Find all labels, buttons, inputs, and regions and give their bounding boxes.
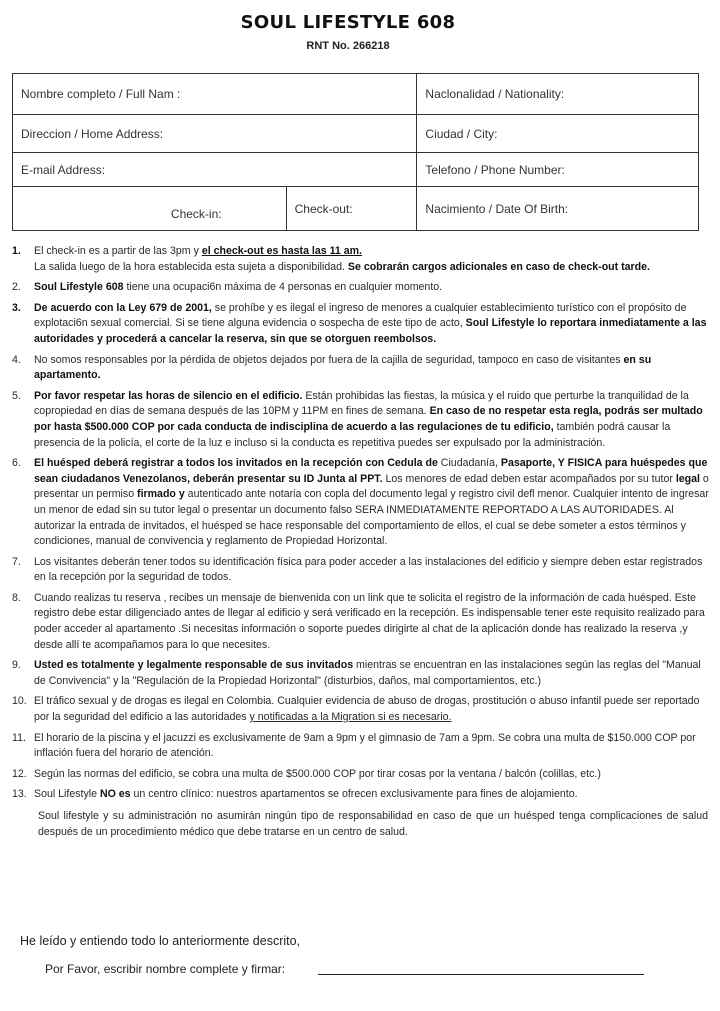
rule-item (12, 767, 714, 783)
acknowledgement-text: He leído y entiendo todo lo anteriormente descrito, (20, 934, 301, 948)
rule-item (12, 353, 714, 384)
rule-number: 11. (12, 731, 26, 744)
rule-text: Por favor respetar las horas de silencio en el edificio. Están prohibidas las fiestas, la música y el ruido que perturbe la tranquilidad de la copropiedad en días de semana después de las 10PM y 11PM en fines de semana. En caso de no respetar esta regla, podrás ser multado por hasta $500.000 COP por cada conducta de indisciplina de acuerdo a las regulaciones de tu edificio, también podrá causar la presencia de la policía, el corte de la luz e incluso si la conducta es repetitiva puedes ser expulsado por la administración. (34, 389, 703, 449)
rule-item (12, 389, 714, 451)
rule-text: El huésped deberá registrar a todos los invitados en la recepción con Cedula de Ciudadanía, Pasaporte, Y FISICA para huéspedes que sean ciudadanos Venezolanos, deberán presentar su ID Junta al PPT. Los menores de edad deben estar acompañados por su tutor legal o presentar un permiso firmado y autenticado ante notaria con copla del documento legal y registro civil defl menor. Cualquier intento de ingresar un menor de edad sin su tutor legal o presentar un documento falso SERA INMEDIATAMENTE REPORTADO A LAS AUTORIDADES. Al autorizar la entrada de invitados, el huésped se hace responsable del comportamiento de ellos, el cual se debe someter a estos términos y condiciones, manual de convivencia y reglamento de Propiedad Horizontal. (34, 457, 709, 548)
rule-item (12, 658, 714, 689)
rule-text: El horario de la piscina y el jacuzzi es exclusivamente de 9am a 9pm y el gimnasio de 7am a 9pm. Se cobra una multa de $150.000 COP por inflación fuera del horario de atención. (34, 731, 696, 760)
document-title: SOUL LIFESTYLE 608 (240, 12, 456, 33)
rule-text: El check-in es a partir de las 3pm y el check-out es hasta las 11 am. La salida luego de la hora establecida esta sujeta a disponibilidad. Se cobrarán cargos adicionales en caso de check-out tarde. (34, 245, 650, 273)
rule-number: 9. (12, 659, 21, 672)
rule-text: Según las normas del edificio, se cobra una multa de $500.000 COP por tirar cosas por la ventana / balcón (colillas, etc.) (34, 767, 601, 780)
rule-item (12, 694, 714, 725)
rule-item (12, 787, 714, 803)
full-name-label: Nombre completo / Full Nam : (21, 87, 181, 101)
birth-label: Nacimiento / Date Of Birth: (425, 201, 569, 216)
address-field[interactable] (13, 115, 417, 153)
rule-number: 3. (12, 301, 21, 314)
rule-number: 1. (12, 245, 21, 257)
phone-label: Telefono / Phone Number: (425, 162, 565, 177)
rule-item (12, 280, 714, 296)
rule-text: Usted es totalmente y legalmente responsable de sus invitados mientras se encuentran en las instalaciones según las reglas del "Manual de Convivencia" y la "Regulación de la Propiedad Horizontal" (disturbios, daños, mal comportamientos, etc.) (34, 659, 701, 687)
rule-text: Los visitantes deberán tener todos su identificación física para poder acceder a las instalaciones del edificio y siempre deben estar registrados en la recepción por la seguridad de todos. (34, 555, 703, 584)
email-field[interactable] (13, 153, 417, 187)
nationality-label: Naclonalidad / Nationality: (425, 87, 565, 101)
health-disclaimer: Soul lifestyle y su administración no asumirán ningún tipo de responsabilidad en caso de que un huésped tenga complicaciones de salud después de un procedimiento médico que debe tratarse en un centro de salud. (38, 810, 708, 838)
rule-text: Soul Lifestyle 608 tiene una ocupaci6n máxima de 4 personas en cualquier momento. (34, 281, 443, 294)
address-label: Direccion / Home Address: (21, 126, 164, 141)
rule-text: Soul Lifestyle NO es un centro clínico: nuestros apartamentos se ofrecen exclusivamente para fines de alojamiento. (34, 788, 578, 801)
rule-item (12, 555, 714, 586)
rule-item (12, 731, 714, 762)
rule-text: No somos responsables por la pérdida de objetos dejados por fuera de la cajilla de seguridad, tampoco en caso de visitantes en su apartamento. (34, 353, 652, 382)
rule-item (12, 456, 714, 550)
rule-item (12, 301, 714, 348)
signature-prompt: Por Favor, escribir nombre complete y firmar: (45, 962, 286, 976)
rules-list (12, 244, 714, 840)
rule-number: 6. (12, 457, 21, 470)
checkout-field[interactable] (286, 187, 417, 231)
rnt-number: RNT No. 266218 (306, 40, 390, 52)
birth-date-field[interactable] (417, 187, 699, 231)
rule-number: 8. (12, 591, 21, 604)
rule-text: De acuerdo con la Ley 679 de 2001, se prohíbe y es ilegal el ingreso de menores a cualquier establecimiento turístico con el propósito de explotaci6n sexual comercial. Si se tiene alguna evidencia o sospecha de este tipo de acto, Soul Lifestyle lo reportara inmediatamente a las autoridades y procederá a cancelar la reserva, sin que se otorguen reembolsos. (34, 301, 707, 345)
rule-text: El tráfico sexual y de drogas es ilegal en Colombia. Cualquier evidencia de abuso de drogas, prostitución o abuso infantil puede ser reportado por la seguridad del edificio a las autoridades y notificadas a la Migration si es necesario. (34, 695, 700, 724)
nationality-field[interactable] (417, 74, 699, 115)
rule-number: 5. (12, 389, 21, 402)
rule-number: 10. (12, 695, 27, 708)
rule-number: 7. (12, 555, 21, 568)
signature-line[interactable] (318, 974, 644, 975)
city-label: Ciudad / City: (425, 126, 498, 141)
rule-number: 12. (12, 767, 27, 780)
checkin-label: Check-in: (170, 206, 222, 221)
rule-number: 2. (12, 281, 21, 294)
full-name-field[interactable] (13, 74, 417, 115)
checkin-field[interactable] (13, 187, 287, 231)
rule-number: 4. (12, 353, 21, 366)
rule-text: Cuando realizas tu reserva , recibes un mensaje de bienvenida con un link que te solicita el registro de la información de cada huésped. Este registro debe estar diligenciado antes de llegar al edificio y será verificado en la recepción. Es indispensable tener este requisito realizado para poder acceder al apartamento .Si necesitas información o soporte puedes dirigirte al chat de la aplicación donde has realizado la reserva ,y desde allí te acompañamos para lo que necesites. (34, 591, 705, 651)
email-label: E-mail Address: (21, 162, 106, 177)
guest-info-form (12, 73, 699, 231)
city-field[interactable] (417, 115, 699, 153)
checkout-label: Check-out: (294, 201, 353, 216)
rule-item (12, 244, 714, 275)
rule-number: 13. (12, 788, 27, 801)
rule-item (12, 591, 714, 653)
phone-field[interactable] (417, 153, 699, 187)
